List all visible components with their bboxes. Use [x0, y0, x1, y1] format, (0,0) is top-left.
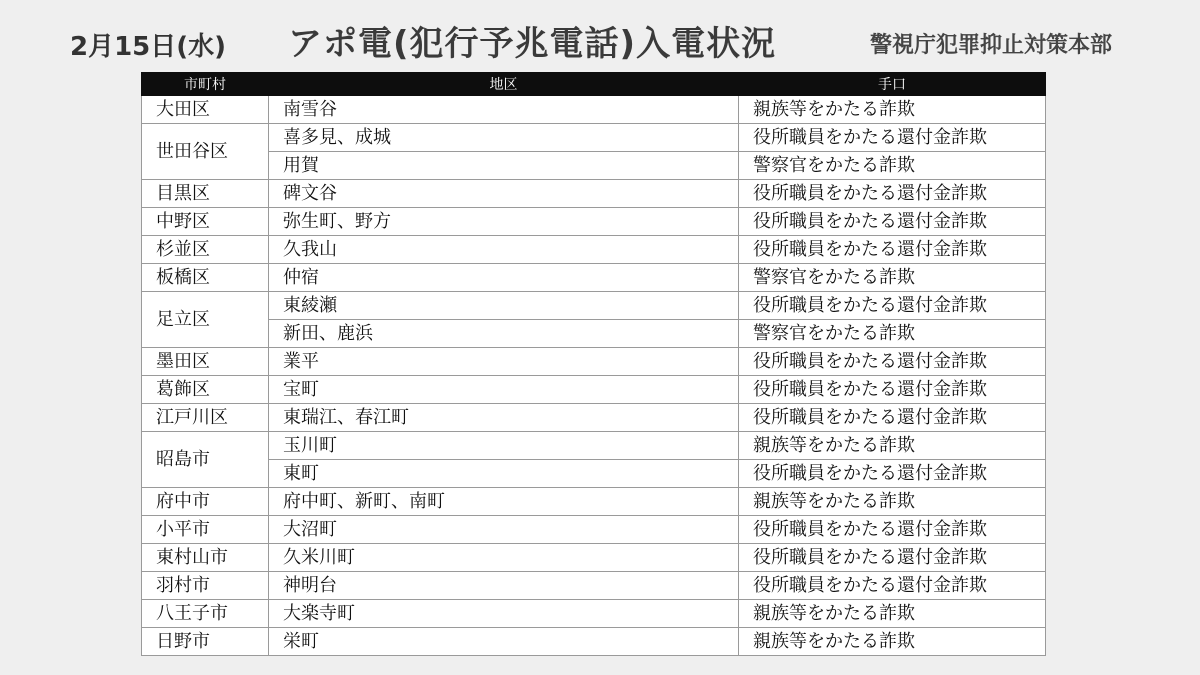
method-cell: 役所職員をかたる還付金詐欺 — [739, 404, 1046, 432]
method-cell: 役所職員をかたる還付金詐欺 — [739, 348, 1046, 376]
table-row — [142, 292, 1046, 320]
municipality-cell: 杉並区 — [142, 236, 269, 264]
district-cell: 南雪谷 — [269, 96, 739, 124]
method-cell: 親族等をかたる詐欺 — [739, 488, 1046, 516]
municipality-cell: 江戸川区 — [142, 404, 269, 432]
district-cell: 久我山 — [269, 236, 739, 264]
table-row — [142, 404, 1046, 432]
method-cell: 親族等をかたる詐欺 — [739, 432, 1046, 460]
district-cell: 宝町 — [269, 376, 739, 404]
table-row — [142, 124, 1046, 152]
table-row — [142, 460, 1046, 488]
organization-name: 警視庁犯罪抑止対策本部 — [870, 33, 1113, 58]
municipality-cell: 板橋区 — [142, 264, 269, 292]
table-row — [142, 572, 1046, 600]
method-cell: 警察官をかたる詐欺 — [739, 264, 1046, 292]
table-row — [142, 236, 1046, 264]
municipality-cell: 日野市 — [142, 628, 269, 656]
municipality-cell: 昭島市 — [142, 432, 269, 488]
district-cell: 玉川町 — [269, 432, 739, 460]
table-row — [142, 376, 1046, 404]
district-cell: 弥生町、野方 — [269, 208, 739, 236]
municipality-cell: 世田谷区 — [142, 124, 269, 180]
table-row — [142, 264, 1046, 292]
municipality-cell: 目黒区 — [142, 180, 269, 208]
method-cell: 役所職員をかたる還付金詐欺 — [739, 544, 1046, 572]
district-cell: 東綾瀬 — [269, 292, 739, 320]
table-row — [142, 348, 1046, 376]
method-cell: 親族等をかたる詐欺 — [739, 96, 1046, 124]
district-cell: 喜多見、成城 — [269, 124, 739, 152]
report-date: 2月15日(水) — [70, 32, 227, 62]
method-cell: 役所職員をかたる還付金詐欺 — [739, 376, 1046, 404]
table-row — [142, 320, 1046, 348]
district-cell: 業平 — [269, 348, 739, 376]
district-cell: 新田、鹿浜 — [269, 320, 739, 348]
district-cell: 大沼町 — [269, 516, 739, 544]
incident-table — [141, 72, 1046, 656]
method-cell: 親族等をかたる詐欺 — [739, 600, 1046, 628]
district-cell: 東瑞江、春江町 — [269, 404, 739, 432]
table-row — [142, 600, 1046, 628]
method-cell: 警察官をかたる詐欺 — [739, 152, 1046, 180]
method-cell: 親族等をかたる詐欺 — [739, 628, 1046, 656]
table-body — [142, 96, 1046, 656]
table-row — [142, 432, 1046, 460]
method-cell: 役所職員をかたる還付金詐欺 — [739, 208, 1046, 236]
method-cell: 役所職員をかたる還付金詐欺 — [739, 292, 1046, 320]
table-row — [142, 152, 1046, 180]
table-row — [142, 208, 1046, 236]
method-cell: 警察官をかたる詐欺 — [739, 320, 1046, 348]
table-row — [142, 180, 1046, 208]
municipality-cell: 小平市 — [142, 516, 269, 544]
method-cell: 役所職員をかたる還付金詐欺 — [739, 460, 1046, 488]
district-cell: 用賀 — [269, 152, 739, 180]
district-cell: 府中町、新町、南町 — [269, 488, 739, 516]
municipality-cell: 東村山市 — [142, 544, 269, 572]
district-cell: 神明台 — [269, 572, 739, 600]
method-cell: 役所職員をかたる還付金詐欺 — [739, 124, 1046, 152]
municipality-cell: 中野区 — [142, 208, 269, 236]
district-cell: 栄町 — [269, 628, 739, 656]
municipality-cell: 墨田区 — [142, 348, 269, 376]
municipality-cell: 足立区 — [142, 292, 269, 348]
municipality-cell: 羽村市 — [142, 572, 269, 600]
district-cell: 東町 — [269, 460, 739, 488]
municipality-cell: 八王子市 — [142, 600, 269, 628]
column-header-district: 地区 — [269, 73, 739, 96]
table-row — [142, 628, 1046, 656]
method-cell: 役所職員をかたる還付金詐欺 — [739, 516, 1046, 544]
district-cell: 仲宿 — [269, 264, 739, 292]
column-header-municipality: 市町村 — [142, 73, 269, 96]
table-row — [142, 488, 1046, 516]
table-row — [142, 96, 1046, 124]
method-cell: 役所職員をかたる還付金詐欺 — [739, 180, 1046, 208]
page-header — [0, 0, 1200, 72]
page-title: アポ電(犯行予兆電話)入電状況 — [288, 24, 777, 64]
table-row — [142, 544, 1046, 572]
district-cell: 大楽寺町 — [269, 600, 739, 628]
column-header-method: 手口 — [739, 73, 1046, 96]
table-header-row — [142, 73, 1046, 96]
district-cell: 碑文谷 — [269, 180, 739, 208]
method-cell: 役所職員をかたる還付金詐欺 — [739, 236, 1046, 264]
method-cell: 役所職員をかたる還付金詐欺 — [739, 572, 1046, 600]
municipality-cell: 府中市 — [142, 488, 269, 516]
municipality-cell: 葛飾区 — [142, 376, 269, 404]
district-cell: 久米川町 — [269, 544, 739, 572]
table-row — [142, 516, 1046, 544]
municipality-cell: 大田区 — [142, 96, 269, 124]
